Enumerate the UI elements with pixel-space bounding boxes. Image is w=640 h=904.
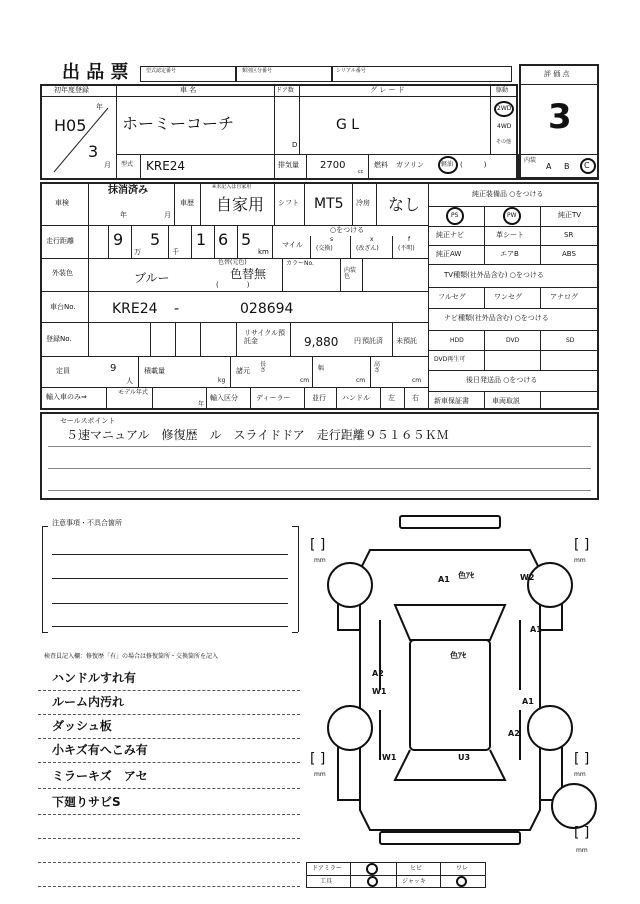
drive-other: その他	[496, 139, 512, 145]
cm-unit: cm	[300, 377, 310, 384]
eval-label: 評 価 点	[544, 70, 570, 78]
recycle-paid: 預託済	[362, 337, 383, 345]
equip-airbag: エアB	[500, 250, 519, 258]
mileage-digit: 9	[113, 230, 124, 249]
fuel-label: 燃料	[374, 161, 388, 169]
chassis-prefix: KRE24	[112, 301, 158, 317]
mile-label: マイル	[282, 241, 303, 249]
model-label: 型式	[121, 161, 134, 168]
interior-a: A	[546, 162, 552, 171]
mileage-digit: 1	[196, 230, 207, 249]
type-cert-label: 型式認定番号	[146, 68, 177, 74]
grade-value: G L	[336, 117, 360, 133]
history-value: 自家用	[216, 195, 265, 214]
damage-mark: W1	[372, 687, 387, 696]
mileage-tampered: (改ざん)	[356, 245, 379, 252]
selling-point-label: セールスポイント	[60, 417, 116, 425]
capacity-unit: 人	[126, 377, 133, 385]
cm-unit: cm	[356, 377, 366, 384]
eval-score: 3	[548, 97, 572, 137]
year-unit: 年	[96, 103, 103, 111]
mirror-label: ドアミラー	[312, 865, 342, 872]
interior-c: C	[584, 161, 590, 170]
mm-bracket: [ ]	[574, 537, 590, 553]
import-parallel: 並行	[312, 394, 326, 402]
split-label: ワレ	[456, 865, 469, 872]
chassis-label: 車台No.	[50, 303, 76, 311]
inspector-item: ダッシュ板	[52, 719, 112, 733]
damage-mark: A2	[372, 669, 384, 678]
damage-mark: 色ｱｾ	[458, 571, 474, 580]
damage-mark: U3	[458, 753, 471, 762]
recycle-unpaid: 未預託	[396, 337, 417, 345]
recycle-value: 9,880	[304, 335, 339, 349]
navi-title: ナビ種類(社外品含む) ○をつける	[444, 314, 549, 322]
dvd-playable: DVD再生可	[434, 356, 466, 363]
inspector-item: 下廻りサビS	[52, 795, 121, 809]
doors-value: D	[292, 141, 298, 149]
mm-bracket: [ ]	[574, 751, 590, 767]
tv-oneseg: ワンセグ	[494, 293, 522, 301]
damage-mark: W1	[382, 753, 397, 762]
mm-bracket: [ ]	[574, 825, 590, 841]
height-label: 高さ	[374, 361, 381, 374]
mm-unit: mm	[314, 771, 326, 778]
equip-sr: SR	[564, 231, 574, 239]
inspection-month-unit: 月	[164, 211, 171, 219]
equip-pw: PW	[507, 212, 517, 219]
load-label: 積載量	[144, 367, 165, 375]
equip-tv: 純正TV	[558, 211, 582, 219]
tool-label: 工具	[320, 878, 333, 885]
reg-no-label: 登録No.	[46, 335, 72, 343]
recycle-unit: 円	[354, 337, 361, 345]
inspector-label: 検査員記入欄：修復歴「有」の場合は修復箇所・交換箇所を記入	[44, 653, 219, 660]
selling-point-text: ５速マニュアル 修復歴 ル スライドドア 走行距離９５１６５ＫＭ	[66, 428, 449, 442]
damage-mark: 色ｱｾ	[450, 651, 466, 660]
history-label: 車歴	[180, 199, 194, 207]
mm-unit: mm	[576, 847, 588, 854]
drive-2wd: 2WD	[497, 105, 512, 112]
damage-mark: A1	[530, 625, 542, 634]
repaint-value: 色替無	[230, 267, 267, 281]
shift-label: シフト	[278, 199, 299, 207]
later-manual: 車両取説	[492, 397, 520, 405]
grade-label: グ レ ー ド	[370, 86, 405, 94]
ac-value: なし	[388, 195, 421, 214]
handle-right: 右	[412, 394, 419, 402]
ac-label: 冷房	[356, 199, 370, 207]
import-class-label: 輸入区分	[210, 394, 238, 402]
width-label: 幅	[318, 365, 325, 372]
equip-ps: PS	[451, 212, 459, 219]
mirror-check	[366, 863, 378, 875]
inspector-item: 小キズ有へこみ有	[52, 743, 148, 757]
color-label: 外装色	[52, 269, 73, 277]
mileage-exchange: (交換)	[316, 245, 333, 252]
mileage-digit: 5	[150, 230, 161, 249]
mileage-circle-note: ○をつける	[330, 226, 365, 234]
damage-mark: A1	[438, 575, 450, 584]
mileage-digit: 6	[218, 230, 229, 249]
jack-label: ジャッキ	[402, 878, 426, 885]
form-title: 出 品 票	[62, 62, 129, 83]
import-label: 輸入車のみ⇒	[46, 393, 87, 401]
tv-title: TV種類(社外品含む) ○をつける	[444, 271, 544, 279]
mm-unit: mm	[574, 557, 586, 564]
interior-b: B	[564, 162, 570, 171]
mileage-label: 走行距離	[46, 237, 74, 245]
length-label: 長さ	[260, 361, 267, 374]
mark-f: f	[408, 236, 411, 243]
fuel-other: ( )	[460, 161, 487, 169]
car-name-label: 車 名	[180, 86, 197, 94]
drive-label: 駆動	[496, 87, 509, 94]
mileage-sen: 千	[172, 248, 179, 256]
mark-s: s	[330, 236, 334, 243]
month-unit: 月	[104, 161, 111, 169]
mm-unit: mm	[574, 771, 586, 778]
history-note: ※未記入は自家用	[212, 184, 252, 190]
chassis-dash: -	[174, 301, 180, 317]
first-reg-label: 初年度登録	[54, 86, 89, 94]
inspector-item: ルーム内汚れ	[52, 695, 125, 709]
inspection-year-unit: 年	[120, 211, 127, 219]
interior-label: 内装	[524, 157, 537, 164]
mark-x: x	[370, 236, 374, 243]
car-name-value: ホーミーコーチ	[122, 114, 235, 133]
year-unit-small: 年	[198, 401, 205, 408]
damage-mark: W2	[520, 573, 535, 582]
tool-check	[367, 876, 378, 887]
doors-label: ドア数	[276, 87, 294, 94]
equip-aw: 純正AW	[436, 250, 462, 258]
selling-point-box	[40, 412, 599, 500]
inspector-item: ミラーキズ アセ	[52, 769, 148, 783]
mm-bracket: [ ]	[310, 751, 326, 767]
displacement-value: 2700	[320, 160, 346, 171]
navi-hdd: HDD	[450, 337, 464, 344]
category-label: 類別区分番号	[242, 68, 273, 74]
inspection-value: 抹消済み	[108, 185, 148, 196]
mileage-man: 万	[134, 248, 141, 256]
chassis-number: 028694	[240, 301, 294, 317]
handle-label: ハンドル	[342, 394, 370, 402]
interior-color-label: 内装色	[344, 267, 357, 280]
kg-unit: kg	[218, 377, 226, 384]
equip-abs: ABS	[562, 250, 576, 258]
mileage-digit: 5	[241, 230, 252, 249]
serial-label: シリアル番号	[336, 68, 366, 74]
import-dealer: ディーラー	[256, 394, 291, 402]
fuel-gasoline: ガソリン	[396, 161, 424, 169]
later-title: 後日発送品 ○をつける	[466, 376, 538, 384]
repaint-label: 色替(元色)	[218, 259, 247, 266]
mm-bracket: [ ]	[310, 537, 326, 553]
fuel-diesel: 軽油	[441, 161, 454, 168]
shift-value: MT5	[314, 196, 344, 212]
later-warranty: 新車保証書	[434, 397, 469, 405]
equipment-title: 純正装備品 ○をつける	[472, 190, 544, 198]
inspection-label: 車検	[55, 199, 69, 207]
color-value: ブルー	[134, 271, 170, 285]
navi-dvd: DVD	[506, 337, 520, 344]
mileage-unknown: (不明)	[398, 245, 415, 252]
mileage-km: km	[258, 248, 269, 256]
equip-leather: 革シート	[496, 231, 524, 239]
damage-mark: A1	[522, 697, 534, 706]
crack-label: ヒビ	[410, 865, 423, 872]
repaint-paren: ( )	[216, 281, 250, 289]
damage-mark: A2	[508, 729, 520, 738]
first-reg-era: H05	[54, 116, 87, 135]
cm-unit: cm	[412, 377, 422, 384]
color-no-label: カラーNo.	[286, 260, 314, 267]
equip-navi: 純正ナビ	[436, 231, 464, 239]
navi-sd: SD	[566, 337, 575, 344]
tv-analog: アナログ	[550, 293, 578, 301]
car-damage-diagram	[300, 510, 600, 870]
dims-label: 諸元	[236, 367, 250, 375]
model-year-label: モデル年式	[118, 389, 148, 396]
displacement-label: 排気量	[278, 161, 299, 169]
handle-left: 左	[388, 394, 395, 402]
drive-4wd: 4WD	[497, 123, 512, 130]
mm-unit: mm	[314, 557, 326, 564]
tv-fullseg: フルセグ	[438, 293, 466, 301]
capacity-label: 定員	[56, 367, 70, 375]
model-value: KRE24	[146, 159, 186, 173]
recycle-label: リサイクル預託金	[244, 329, 286, 345]
cc-unit: cc	[358, 169, 364, 175]
capacity-value: 9	[110, 363, 117, 374]
inspector-item: ハンドルすれ有	[52, 671, 137, 685]
first-reg-month: 3	[88, 142, 99, 161]
jack-check	[456, 876, 467, 887]
notes-label: 注意事項・不具合箇所	[52, 519, 122, 527]
